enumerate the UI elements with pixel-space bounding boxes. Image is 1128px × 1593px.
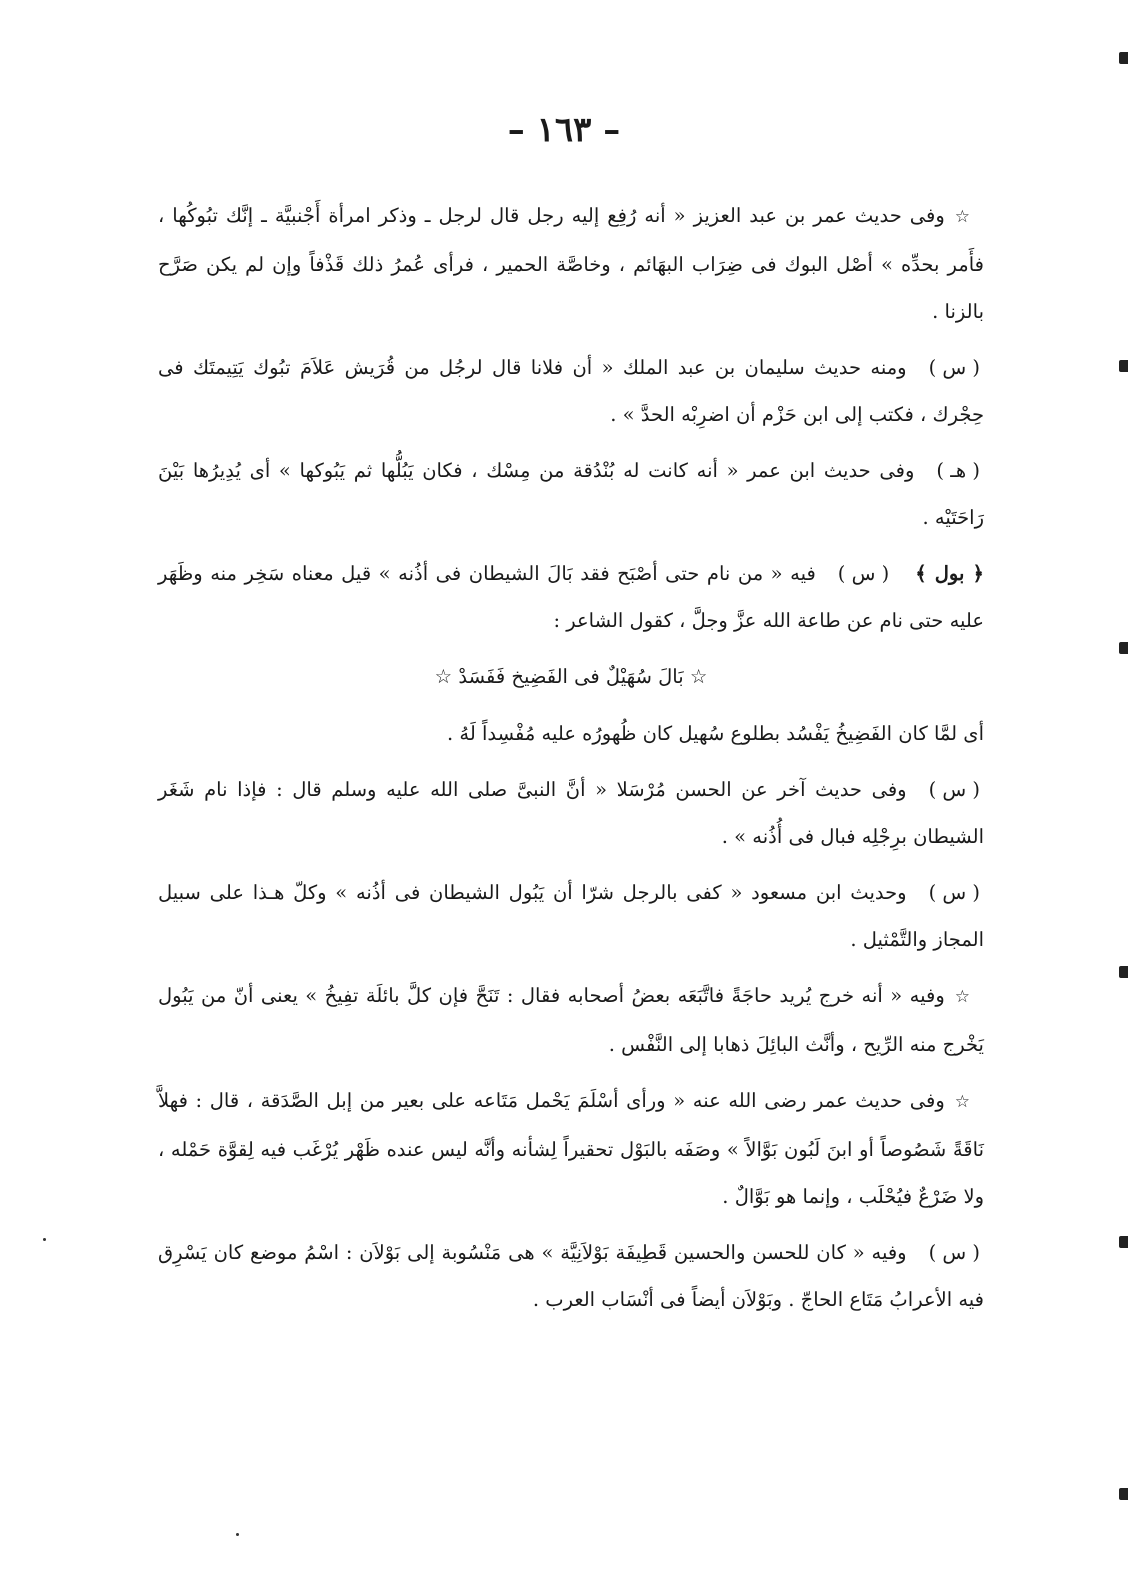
paragraph-text: أى لمَّا كان الفَضِيخُ يَفْسُد بطلوع سُهيل كان ظُهورُه عليه مُفْسِداً لَهُ . — [446, 722, 984, 745]
star-icon: ☆ — [954, 987, 970, 1007]
star-icon: ☆ — [954, 207, 970, 227]
paragraph-9 — [158, 972, 984, 1068]
paragraph-text: وفى حديث ابن عمر « أنه كانت له بُنْدُقة من مِسْك ، فكان يَبُلُّها ثم يَبُوكها » أى يُدِيرُها بَيْنَ رَاحَتَيْه . — [158, 459, 984, 529]
scan-edge-mark — [1119, 966, 1128, 978]
entry-heading: ﴿ بول ﴾ — [915, 562, 984, 585]
source-marker: ( س ) — [928, 1241, 980, 1264]
source-marker: ( س ) — [928, 881, 980, 904]
paragraph-text: ومنه حديث سليمان بن عبد الملك « أن فلانا قال لرجُل من قُرَيش عَلاَمَ تبُوك يَتِيمتَك فى حِجْرك ، فكتب إلى ابن حَزْم أن اضرِبْه الحدَّ » . — [158, 356, 984, 426]
paragraph-text: وفيه « أنه خرج يُريد حاجَةً فاتَّبَعَه بعضُ أصحابه فقال : تَنَحَّ فإن كلَّ بائلَة تفِيخُ » يعنى أنّ من يَبُول يَخْرج منه الرِّيح ، وأنَّث البائِلَ ذهابا إلى النَّفْس . — [158, 984, 984, 1056]
scan-edge-mark — [1119, 642, 1128, 654]
source-marker: ( هـ ) — [936, 459, 980, 482]
scan-edge-mark — [1119, 1236, 1128, 1248]
paragraph-10 — [158, 1077, 984, 1220]
verse-line: ☆ بَالَ سُهَيْلٌ فى الفَضِيخ فَفَسَدْ ☆ — [434, 665, 708, 688]
source-marker: ( س ) — [928, 356, 980, 379]
page-number: – ١٦٣ – — [507, 110, 621, 150]
source-marker: ( س ) — [837, 562, 890, 585]
paragraph-text: وفى حديث عمر بن عبد العزيز « أنه رُفِع إليه رجل قال لرجل ـ وذكر امرأة أَجْنبيَّة ـ إنَّك تبُوكُها ، فأَمر بحدِّه » أصْل البوك فى ضِرَاب البهَائم ، وخاصَّة الحمير ، فرأى عُمرُ ذلك قَذْفاً وإن لم يكن صَرَّح بالزنا . — [158, 204, 984, 323]
paragraph-text: وفى حديث عمر رضى الله عنه « ورأى أسْلَمَ يَحْمل مَتَاعه على بعير من إبل الصَّدَقة ، قال : فهلاَّ نَاقَةً شَصُوصاً أو ابنَ لَبُون بَوَّالاً » وصَفَه بالبَوْل تحقيراً لِشأنه وأنَّه ليس عنده ظَهْر يُرْغَب فيه لِقوَّة حَمْله ، ولا ضَرْعٌ فيُحْلَب ، وإنما هو بَوَّالٌ . — [158, 1089, 984, 1208]
paragraph-2 — [158, 344, 984, 438]
paragraph-7 — [158, 766, 984, 860]
paragraph-11 — [158, 1229, 984, 1323]
scan-speck — [236, 1533, 239, 1536]
paragraph-8 — [158, 869, 984, 963]
paragraph-1 — [158, 192, 984, 335]
scan-speck — [43, 1238, 46, 1241]
source-marker: ( س ) — [928, 778, 980, 801]
paragraph-text: فيه « من نام حتى أصْبَح فقد بَالَ الشيطان فى أذُنه » قيل معناه سَخِر منه وظَهَر عليه حتى نام عن طاعة الله عزَّ وجلَّ ، كقول الشاعر : — [158, 562, 984, 632]
paragraph-4 — [158, 550, 984, 644]
paragraph-3 — [158, 447, 984, 541]
scan-edge-mark — [1119, 52, 1128, 64]
paragraph-6 — [158, 710, 984, 757]
star-icon: ☆ — [954, 1092, 970, 1112]
page-body — [158, 192, 984, 1332]
paragraph-text: وحديث ابن مسعود « كفى بالرجل شرّا أن يَبُول الشيطان فى أذُنه » وكلّ هـذا على سبيل المجاز والتَّمْثيل . — [158, 881, 984, 951]
paragraph-text: وفيه « كان للحسن والحسين قَطِيفَة بَوْلاَنِيَّة » هى مَنْسُوبة إلى بَوْلاَن : اسْمُ موضع كان يَسْرِق فيه الأعرابُ مَتَاع الحاجّ . وبَوْلاَن أيضاً فى أنْسَاب العرب . — [158, 1241, 984, 1311]
scan-edge-mark — [1119, 1488, 1128, 1500]
scan-edge-mark — [1119, 360, 1128, 372]
paragraph-text: وفى حديث آخر عن الحسن مُرْسَلا « أنَّ النبىَّ صلى الله عليه وسلم قال : فإذا نام شَغَر الشيطان برِجْلِه فبال فى أُذُنه » . — [158, 778, 984, 848]
